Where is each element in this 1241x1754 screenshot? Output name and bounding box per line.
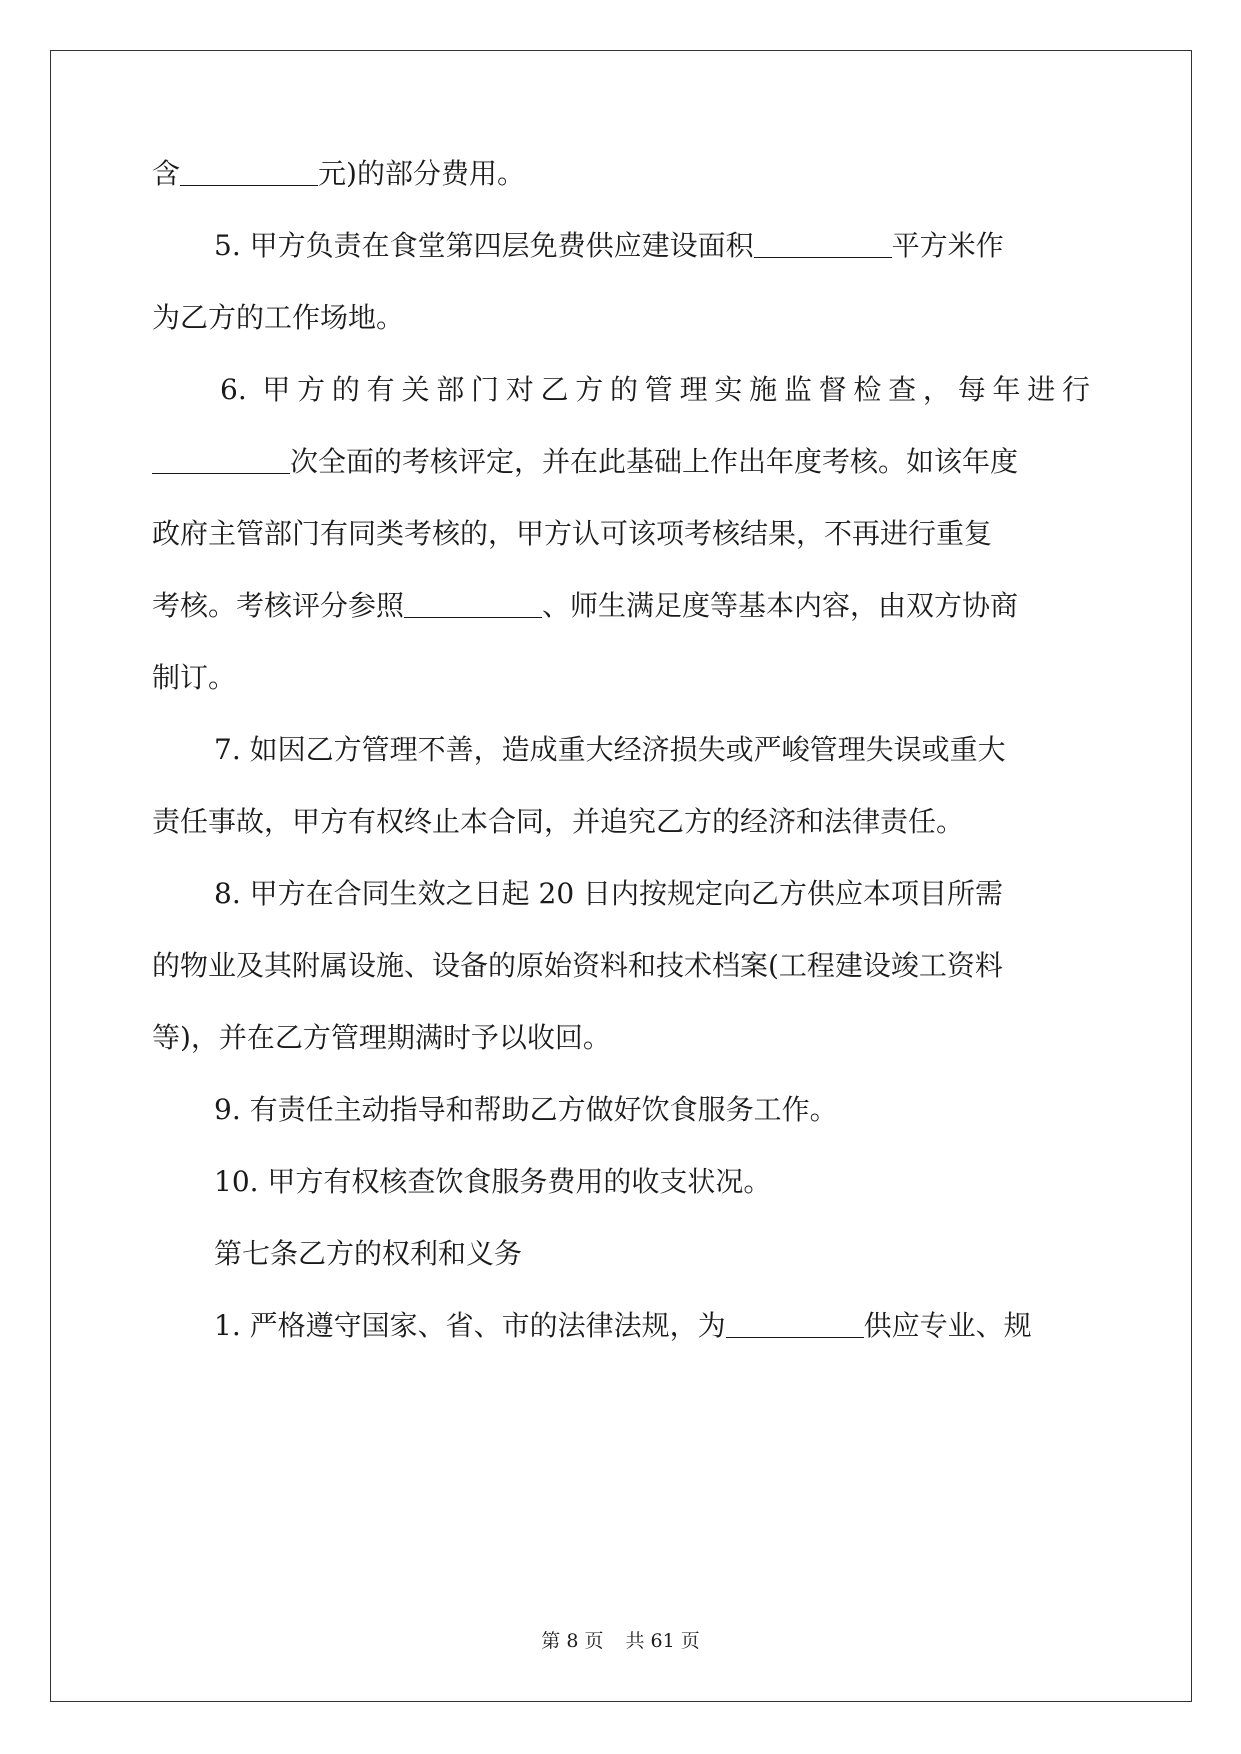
text-segment: 考核。考核评分参照 — [152, 589, 405, 622]
text-line — [152, 442, 1090, 482]
page-total: 共 61 页 — [625, 1630, 700, 1652]
text-segment: 5. 甲方负责在食堂第四层免费供应建设面积 — [214, 229, 754, 262]
fill-in-blank — [180, 157, 318, 186]
text-line: 9. 有责任主动指导和帮助乙方做好饮食服务工作。 — [214, 1093, 838, 1126]
fill-in-blank — [404, 589, 542, 618]
text-line: 10. 甲方有权核查饮食服务费用的收支状况。 — [214, 1165, 772, 1198]
text-line: 6. 甲方的有关部门对乙方的管理实施监督检查，每年进行 — [220, 373, 1090, 406]
text-line — [152, 586, 1090, 626]
text-line: 责任事故，甲方有权终止本合同，并追究乙方的经济和法律责任。 — [152, 805, 965, 838]
text-line: 政府主管部门有同类考核的，甲方认可该项考核结果，不再进行重复 — [152, 517, 993, 550]
text-line: 等)，并在乙方管理期满时予以收回。 — [152, 1021, 611, 1054]
text-segment: 次全面的考核评定，并在此基础上作出年度考核。如该年度 — [290, 445, 1019, 478]
text-line: 7. 如因乙方管理不善，造成重大经济损失或严峻管理失误或重大 — [214, 733, 1006, 766]
text-line: 为乙方的工作场地。 — [152, 301, 405, 334]
text-segment: 、师生满足度等基本内容，由双方协商 — [542, 589, 1019, 622]
text-segment: 供应专业、规 — [863, 1309, 1032, 1342]
text-line — [152, 154, 1090, 194]
page-footer — [0, 1629, 1241, 1653]
page-number: 第 8 页 — [541, 1630, 604, 1652]
text-line: 制订。 — [152, 661, 237, 694]
text-segment: 1. 严格遵守国家、省、市的法律法规，为 — [214, 1309, 726, 1342]
text-segment: 平方米作 — [891, 229, 1004, 262]
fill-in-blank — [152, 445, 290, 474]
section-heading: 第七条乙方的权利和义务 — [214, 1237, 523, 1270]
text-segment: 含 — [152, 157, 181, 190]
text-segment: 元)的部分费用。 — [318, 157, 525, 190]
fill-in-blank — [754, 229, 892, 258]
text-line — [152, 1306, 1090, 1346]
text-line: 的物业及其附属设施、设备的原始资料和技术档案(工程建设竣工资料 — [152, 949, 1003, 982]
fill-in-blank — [726, 1309, 864, 1338]
text-line — [152, 226, 1090, 266]
text-line: 8. 甲方在合同生效之日起 20 日内按规定向乙方供应本项目所需 — [214, 877, 1004, 910]
